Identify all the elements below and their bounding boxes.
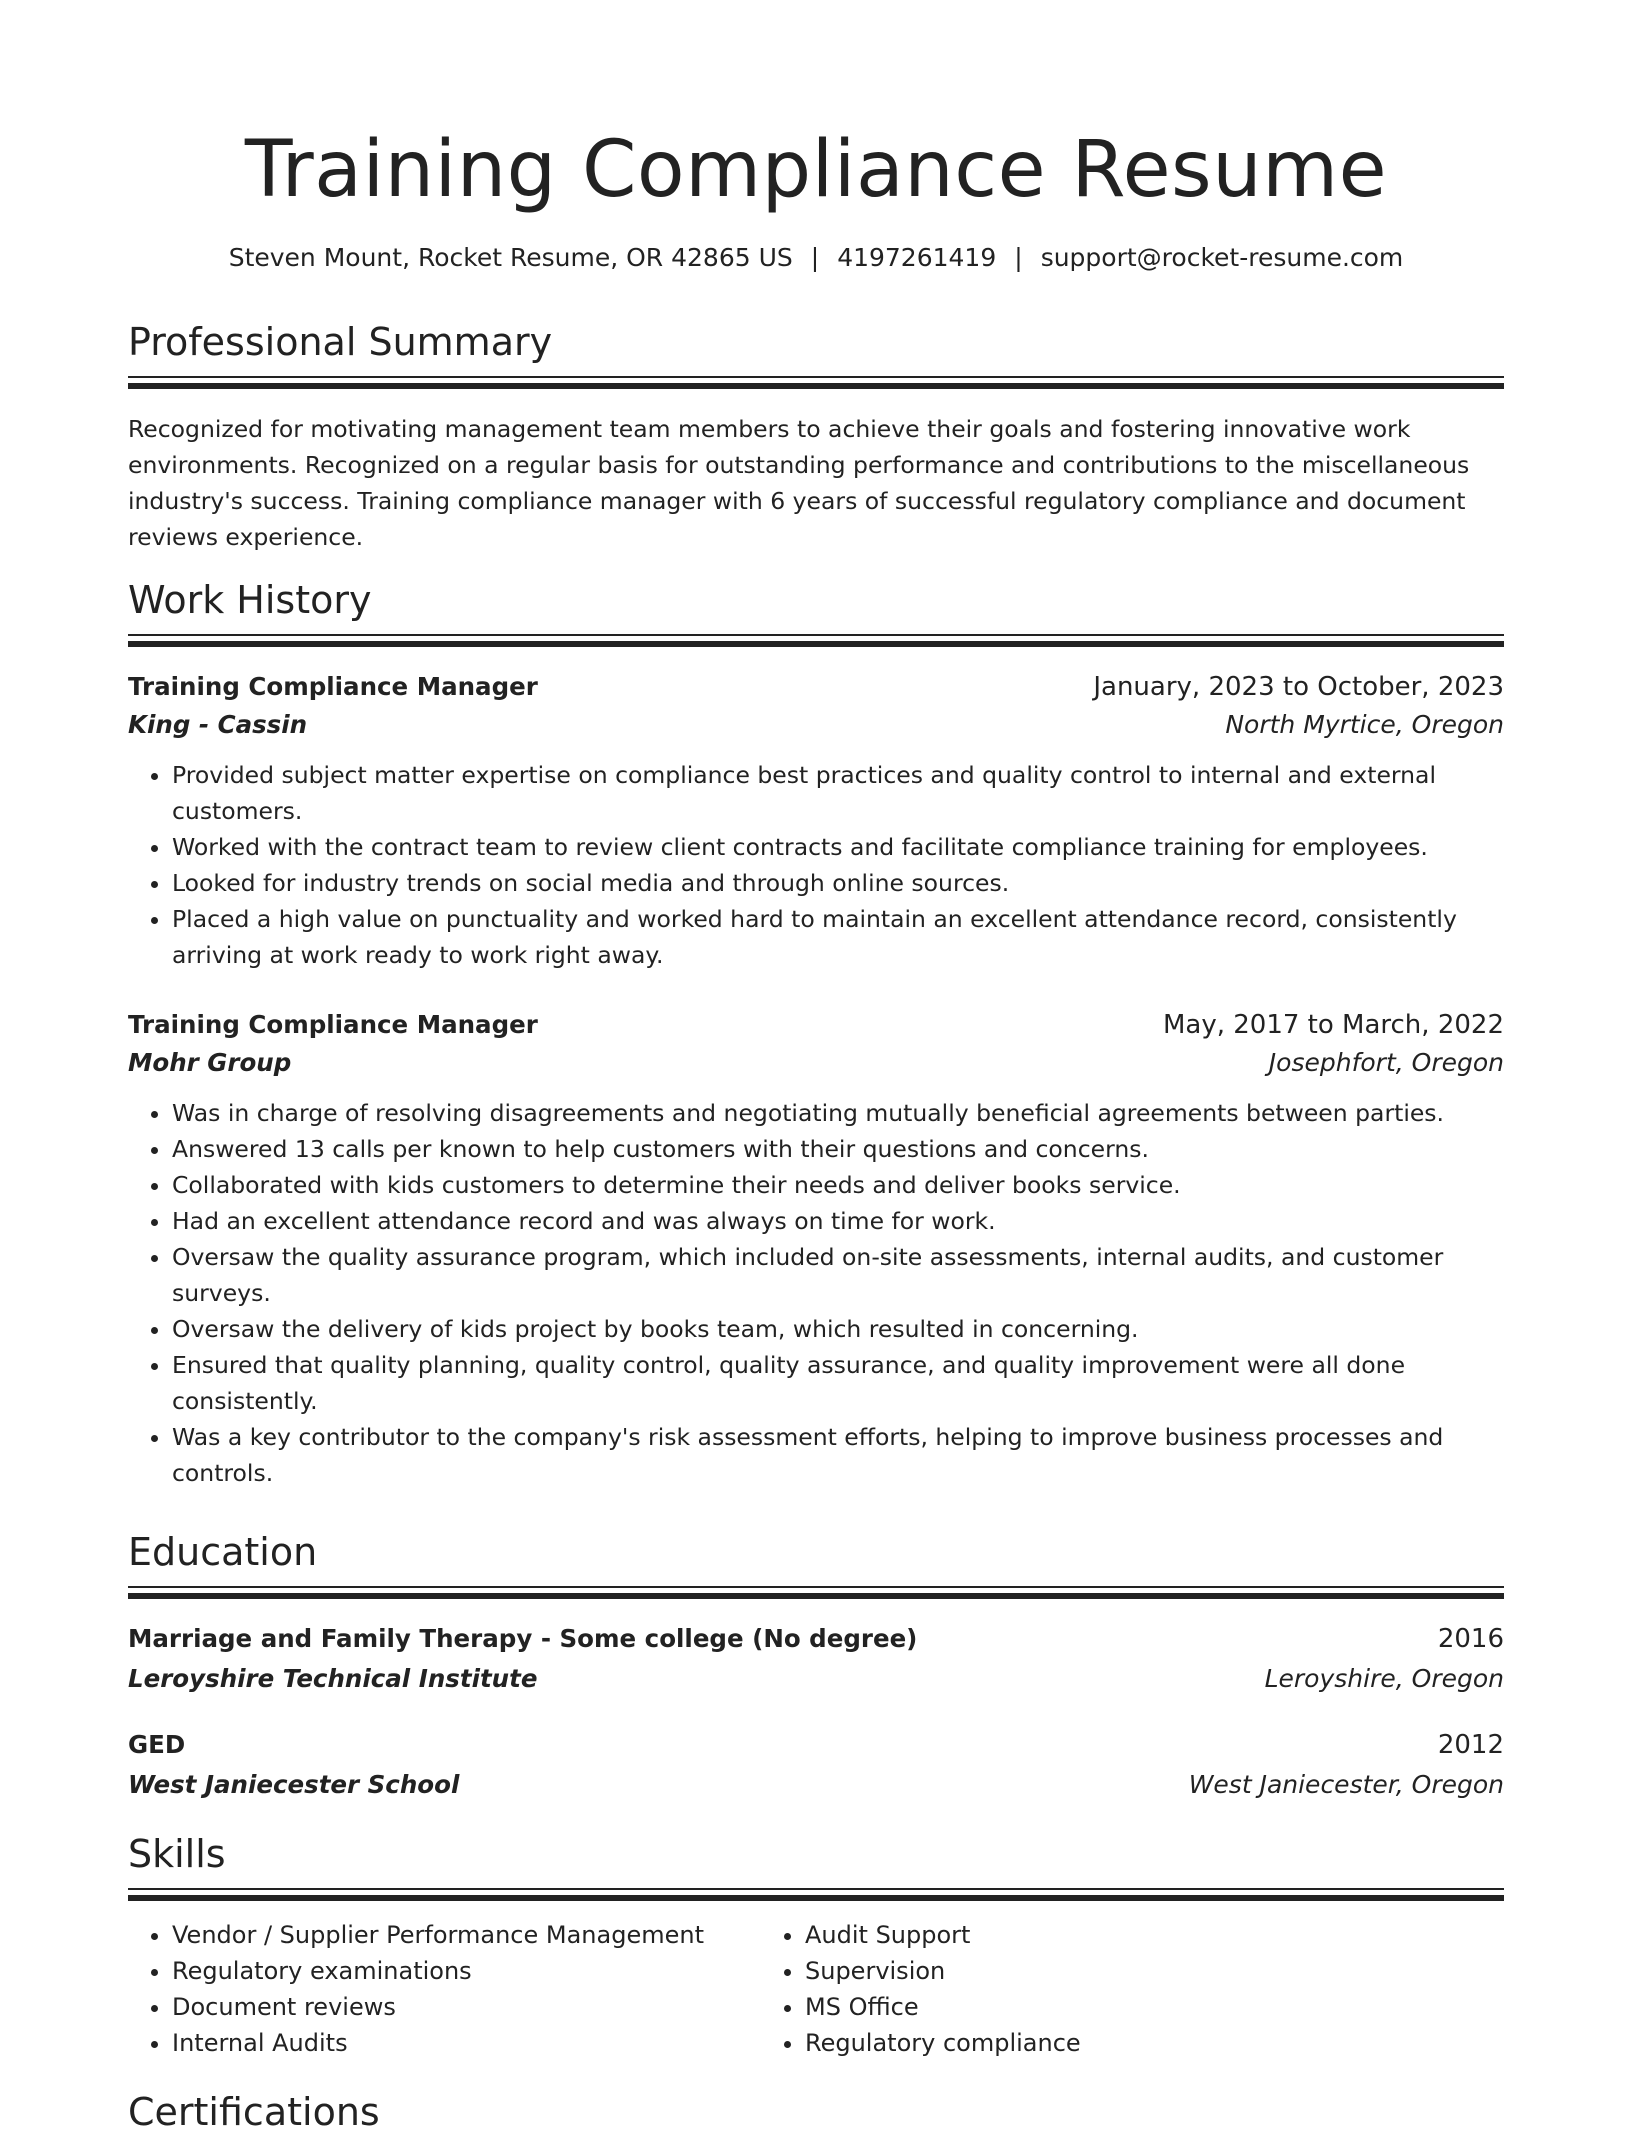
contact-separator: | (1014, 243, 1023, 272)
contact-line (128, 240, 1504, 276)
education-degree: Marriage and Family Therapy - Some college (No degree) (128, 1624, 918, 1653)
contact-address: Steven Mount, Rocket Resume, OR 42865 US (228, 243, 793, 272)
list-item: • Had an excellent attendance record and was always on time for work. (172, 1203, 1504, 1239)
education-heading: Education (128, 1530, 318, 1574)
list-item: • Worked with the contract team to review client contracts and facilitate compliance training for employees. (172, 829, 1504, 865)
list-item: • Was in charge of resolving disagreements and negotiating mutually beneficial agreements between parties. (172, 1095, 1504, 1131)
skills-heading: Skills (128, 1832, 226, 1876)
job-title: Training Compliance Manager (128, 1010, 538, 1039)
job-bullets (128, 1095, 1504, 1491)
list-item: • Document reviews (172, 1989, 761, 2025)
list-item: • Was a key contributor to the company's risk assessment efforts, helping to improve business processes and controls. (172, 1419, 1504, 1491)
work-history-section (128, 576, 1504, 1491)
list-item: • Ensured that quality planning, quality control, quality assurance, and quality improvement were all done consistently. (172, 1347, 1504, 1419)
job-company: King - Cassin (128, 710, 308, 739)
education-degree: GED (128, 1730, 186, 1759)
contact-phone: 4197261419 (837, 243, 997, 272)
section-divider (128, 1586, 1504, 1601)
job-entry (128, 669, 1504, 973)
contact-email: support@rocket-resume.com (1040, 243, 1404, 272)
section-divider (128, 376, 1504, 391)
education-section (128, 1528, 1504, 1803)
education-location: West Janiecester, Oregon (1188, 1770, 1504, 1799)
skills-list-left (128, 1917, 761, 2061)
job-entry (128, 1007, 1504, 1491)
section-divider (128, 634, 1504, 649)
education-year: 2012 (1437, 1730, 1504, 1760)
job-company: Mohr Group (128, 1048, 292, 1077)
resume-page (128, 0, 1504, 2134)
job-location: North Myrtice, Oregon (1225, 710, 1504, 739)
skills-list-right (761, 1917, 1081, 2061)
education-entry (128, 1621, 1504, 1697)
job-location: Josephfort, Oregon (1268, 1048, 1504, 1077)
summary-heading: Professional Summary (128, 320, 553, 364)
list-item: • Oversaw the quality assurance program, which included on-site assessments, internal audits, and customer surveys. (172, 1239, 1504, 1311)
list-item: • Regulatory examinations (172, 1953, 761, 1989)
list-item: • Answered 13 calls per known to help customers with their questions and concerns. (172, 1131, 1504, 1167)
certifications-heading: Certifications (128, 2090, 380, 2134)
list-item: • Collaborated with kids customers to determine their needs and deliver books service. (172, 1167, 1504, 1203)
summary-section (128, 318, 1504, 555)
list-item: • Vendor / Supplier Performance Management (172, 1917, 761, 1953)
education-school: Leroyshire Technical Institute (128, 1664, 538, 1693)
list-item: • Supervision (805, 1953, 1081, 1989)
list-item: • Internal Audits (172, 2025, 761, 2061)
list-item: • Regulatory compliance (805, 2025, 1081, 2061)
list-item: • Audit Support (805, 1917, 1081, 1953)
work-history-heading: Work History (128, 578, 372, 622)
job-title: Training Compliance Manager (128, 672, 538, 701)
education-location: Leroyshire, Oregon (1264, 1664, 1504, 1693)
certifications-section (128, 2088, 1504, 2136)
contact-separator: | (810, 243, 820, 272)
job-dates: May, 2017 to March, 2022 (1162, 1010, 1504, 1040)
skills-columns (128, 1917, 1504, 2061)
summary-text: Recognized for motivating management team members to achieve their goals and fostering innovative work environments. Recognized on a regular basis for outstanding performance and contributions to the miscellaneous industry's success. Training compliance manager with 6 years of successful regulatory compliance and document reviews experience. (128, 415, 1470, 551)
education-school: West Janiecester School (128, 1770, 460, 1799)
section-divider (128, 1888, 1504, 1903)
list-item: • Oversaw the delivery of kids project by books team, which resulted in concerning. (172, 1311, 1504, 1347)
skills-section (128, 1830, 1504, 2061)
list-item: • MS Office (805, 1989, 1081, 2025)
education-year: 2016 (1437, 1624, 1504, 1654)
list-item: • Placed a high value on punctuality and worked hard to maintain an excellent attendance record, consistently arriving at work ready to work right away. (172, 901, 1504, 973)
resume-title: Training Compliance Resume (244, 125, 1388, 215)
list-item: • Looked for industry trends on social media and through online sources. (172, 865, 1504, 901)
job-dates: January, 2023 to October, 2023 (1093, 672, 1504, 702)
education-entry (128, 1727, 1504, 1803)
job-bullets (128, 757, 1504, 973)
list-item: • Provided subject matter expertise on compliance best practices and quality control to internal and external customers. (172, 757, 1504, 829)
